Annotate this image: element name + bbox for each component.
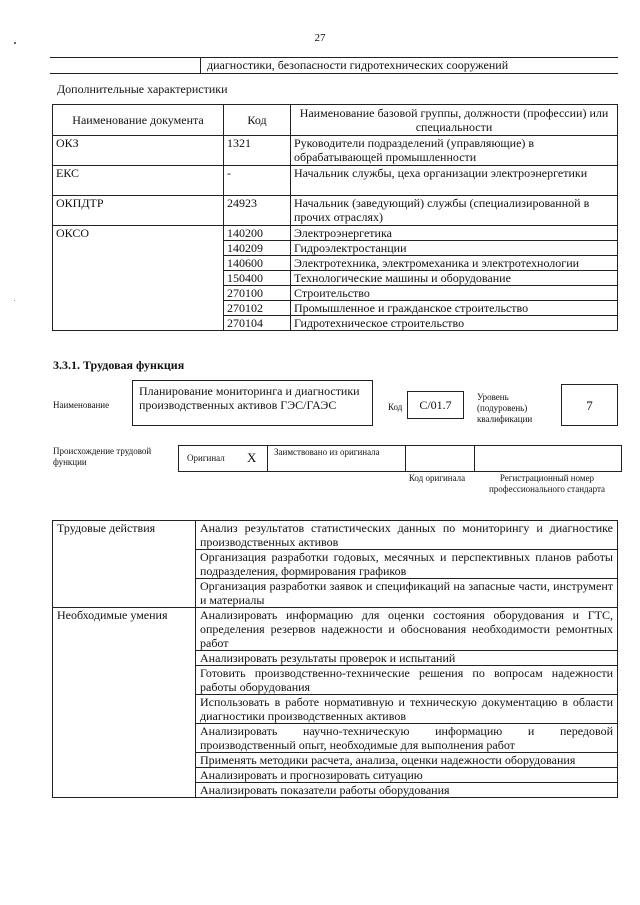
code-cell: 140200	[224, 226, 291, 241]
borrowed-cell	[268, 446, 406, 471]
section-title: 3.3.1. Трудовая функция	[53, 358, 185, 372]
group-name-cell: Гидротехническое строительство	[291, 316, 618, 331]
origin-row	[178, 445, 622, 472]
header-group-name: Наименование базовой группы, должности (профессии) или специальности	[291, 105, 618, 136]
skill-item: Использовать в работе нормативную и техническую документацию в области диагностики производственных активов	[196, 695, 618, 724]
level-label: Уровень (подуровень) квалификации	[477, 392, 533, 424]
original-cell	[179, 446, 268, 471]
group-name-cell: Электротехника, электромеханика и электротехнологии	[291, 256, 618, 271]
function-name-box	[132, 380, 373, 426]
action-item: Анализ результатов статистических данных по мониторингу и диагностике производственных активов	[196, 521, 618, 550]
borrowed-label: Заимствовано из оригинала	[274, 447, 380, 457]
original-label: Оригинал	[187, 453, 225, 463]
skill-item: Анализировать научно-техническую информацию и передовой производственный опыт, необходимые для выполнения работ	[196, 724, 618, 753]
table-row	[53, 136, 618, 166]
skills-label: Необходимые умения	[53, 608, 196, 798]
table-row	[53, 166, 618, 196]
code-cell: 24923	[224, 196, 291, 226]
origin-label: Происхождение трудовой функции	[53, 446, 152, 467]
doc-cell: ЕКС	[53, 166, 224, 196]
group-name-cell: Начальник службы, цеха организации электроэнергетики	[291, 166, 618, 196]
doc-cell: ОКПДТР	[53, 196, 224, 226]
original-code-caption: Код оригинала	[408, 473, 466, 483]
code-cell: 270104	[224, 316, 291, 331]
skill-item: Применять методики расчета, анализа, оценки надежности оборудования	[196, 753, 618, 768]
level-box	[561, 384, 618, 426]
name-label: Наименование	[53, 400, 110, 410]
code-label: Код	[388, 402, 403, 412]
code-cell: 140600	[224, 256, 291, 271]
group-name-cell: Строительство	[291, 286, 618, 301]
reg-number-cell	[475, 446, 620, 471]
skill-item: Анализировать результаты проверок и испытаний	[196, 651, 618, 666]
skill-item: Анализировать информацию для оценки состояния оборудования и ГТС, определения резервов надежности и обоснования необходимости ремонтных работ	[196, 608, 618, 651]
additional-characteristics-table	[52, 104, 618, 331]
group-name-cell: Промышленное и гражданское строительство	[291, 301, 618, 316]
table-row	[53, 226, 618, 241]
header-doc-name: Наименование документа	[53, 105, 224, 136]
actions-label: Трудовые действия	[53, 521, 196, 608]
page-number: 27	[314, 32, 326, 44]
additional-characteristics-title: Дополнительные характеристики	[57, 82, 228, 96]
skill-item: Анализировать показатели работы оборудования	[196, 783, 618, 798]
function-code-value: С/01.7	[419, 398, 452, 412]
continued-table-fragment	[50, 57, 618, 74]
group-name-cell: Электроэнергетика	[291, 226, 618, 241]
code-cell: 270102	[224, 301, 291, 316]
group-name-cell: Начальник (заведующий) службы (специализированной в прочих отраслях)	[291, 196, 618, 226]
code-cell: 270100	[224, 286, 291, 301]
group-name-cell: Руководители подразделений (управляющие) в обрабатывающей промышленности	[291, 136, 618, 166]
group-name-cell: Технологические машины и оборудование	[291, 271, 618, 286]
original-mark: X	[247, 450, 257, 465]
function-details-table	[52, 520, 618, 798]
code-cell: -	[224, 166, 291, 196]
table-row	[53, 196, 618, 226]
group-name-cell: Гидроэлектростанции	[291, 241, 618, 256]
function-name-value: Планирование мониторинга и диагностики производственных активов ГЭС/ГАЭС	[139, 384, 360, 412]
continued-text: диагностики, безопасности гидротехнических сооружений	[200, 58, 508, 73]
table-row	[53, 521, 618, 550]
header-code: Код	[224, 105, 291, 136]
skill-item: Анализировать и прогнозировать ситуацию	[196, 768, 618, 783]
code-cell: 1321	[224, 136, 291, 166]
reg-number-caption: Регистрационный номер профессионального стандарта	[488, 473, 606, 494]
action-item: Организация разработки годовых, месячных и перспективных планов работы подразделения, формирования графиков	[196, 550, 618, 579]
function-code-box	[407, 391, 464, 419]
code-cell: 140209	[224, 241, 291, 256]
code-cell: 150400	[224, 271, 291, 286]
table-row	[53, 608, 618, 651]
level-value: 7	[586, 398, 593, 413]
original-code-cell	[406, 446, 475, 471]
doc-cell: ОКЗ	[53, 136, 224, 166]
table-header-row	[53, 105, 618, 136]
skill-item: Готовить производственно-технические решения по вопросам надежности работы оборудования	[196, 666, 618, 695]
doc-cell: ОКСО	[53, 226, 224, 331]
action-item: Организация разработки заявок и спецификаций на запасные части, инструмент и материалы	[196, 579, 618, 608]
scan-dot	[14, 300, 15, 301]
